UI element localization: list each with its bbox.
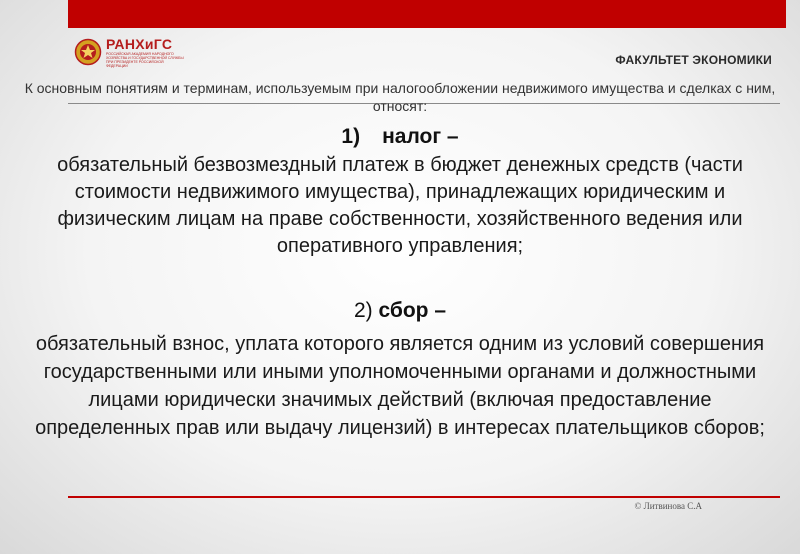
emblem-icon [74, 38, 102, 66]
term-2-word: сбор – [378, 299, 447, 322]
term-2-definition: обязательный взнос, уплата которого является одним из условий совершения государственными или иными уполномоченными органами и должностными лицами юридически значимых действий (включая предоставление определенных прав или выдачу лицензий) в интересах плательщиков сборов; [35, 333, 765, 439]
term-1-number: 1) [341, 125, 361, 148]
faculty-title: ФАКУЛЬТЕТ ЭКОНОМИКИ [615, 53, 772, 67]
copyright-text: © Литвинова С.А [634, 501, 702, 511]
term-1-heading [0, 124, 800, 150]
logo-name: РАНХиГС [106, 36, 173, 52]
term-1-word: налог – [382, 125, 459, 148]
term-2-number: 2) [353, 299, 373, 322]
term-1-definition: обязательный безвозмездный платеж в бюджет денежных средств (части стоимости недвижимого имущества), принадлежащих юридическим и физическим лицам на праве собственности, хозяйственного ведения или оперативного управления; [57, 154, 743, 257]
footer-divider [68, 496, 780, 498]
top-red-bar [68, 0, 786, 28]
logo-subtitle: РОССИЙСКАЯ АКАДЕМИЯ НАРОДНОГО ХОЗЯЙСТВА И ГОСУДАРСТВЕННОЙ СЛУЖБЫ ПРИ ПРЕЗИДЕНТЕ РОССИЙСКОЙ ФЕДЕРАЦИИ [106, 52, 184, 68]
term-2-heading [0, 298, 800, 324]
ranepa-logo [74, 36, 184, 68]
intro-text: К основным понятиям и терминам, используемым при налогообложении недвижимого имущества и сделках с ним, относят: [24, 80, 776, 114]
